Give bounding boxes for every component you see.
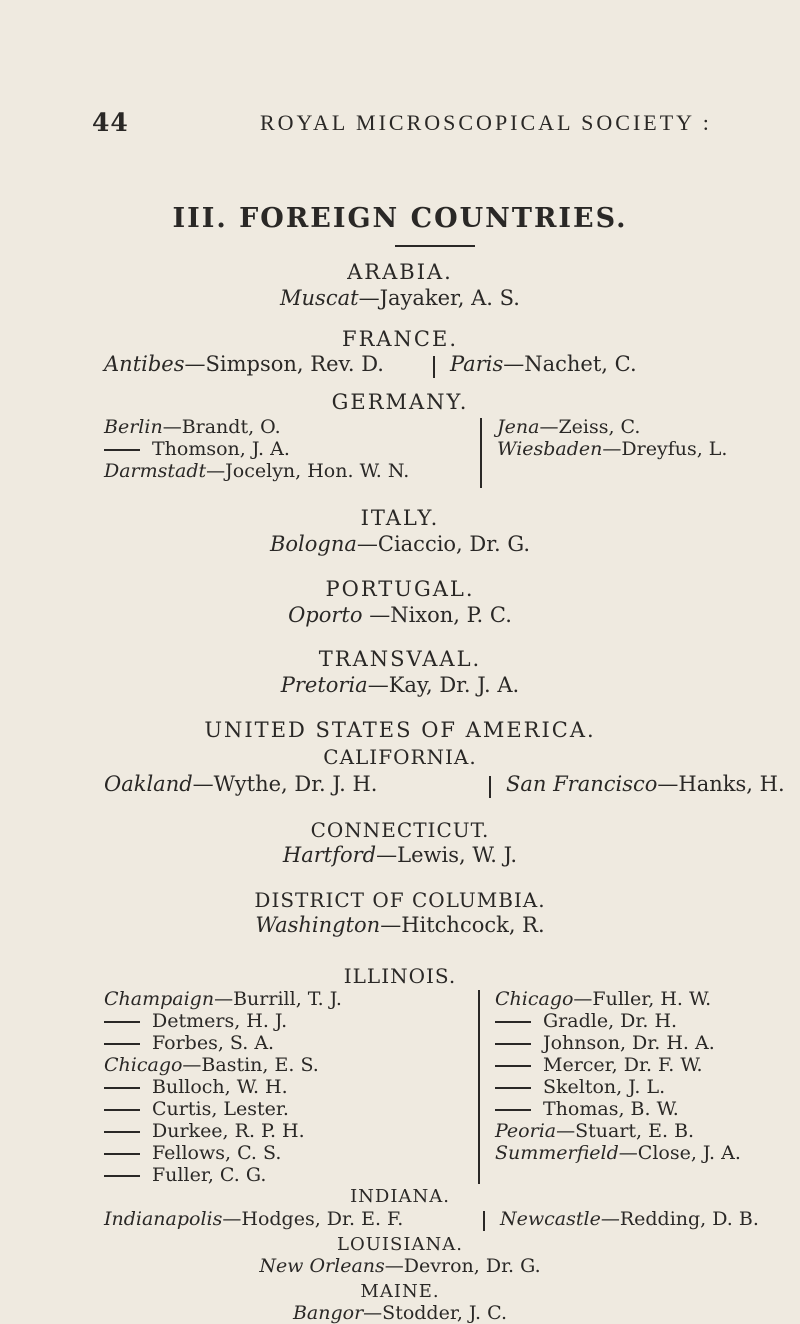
entry-san-francisco: San Francisco—Hanks, H. [506, 772, 785, 796]
ditto-dash [495, 1109, 531, 1111]
list-item: Curtis, Lester. [104, 1098, 342, 1120]
entry-bangor [0, 1302, 800, 1324]
ditto-dash [495, 1087, 531, 1089]
ditto-dash [104, 1087, 140, 1089]
ditto-dash [495, 1021, 531, 1023]
entry-darmstadt: Darmstadt—Jocelyn, Hon. W. N. [104, 460, 410, 482]
heading-connecticut: CONNECTICUT. [310, 818, 490, 842]
entry-hartford: Hartford—Lewis, W. J. [282, 843, 518, 867]
running-title: ROYAL MICROSCOPICAL SOCIETY : [260, 110, 712, 135]
column-divider [480, 418, 482, 488]
heading-italy: ITALY. [360, 506, 440, 530]
column-divider [483, 1211, 485, 1231]
place-name: Paris [450, 352, 504, 376]
title-rule [395, 245, 475, 247]
illinois-right-column [495, 988, 741, 1164]
column-divider [489, 776, 491, 798]
heading-louisiana: LOUISIANA. [337, 1234, 463, 1255]
entry-berlin-brandt: Berlin—Brandt, O. [104, 416, 281, 438]
list-item: Gradle, Dr. H. [495, 1010, 741, 1032]
member-name: —Devron, Dr. G. [384, 1255, 541, 1277]
heading-maine: MAINE. [360, 1281, 440, 1302]
heading-france: FRANCE. [342, 327, 458, 351]
heading-california: CALIFORNIA. [323, 745, 477, 769]
entry-jena: Jena—Zeiss, C. [497, 416, 641, 438]
entry-muscat [0, 286, 800, 310]
ditto-dash [104, 1153, 140, 1155]
ditto-dash [495, 1065, 531, 1067]
ditto-dash [104, 1131, 140, 1133]
list-item: Bulloch, W. H. [104, 1076, 342, 1098]
place-name: Indianapolis [104, 1208, 223, 1230]
member-name: —Jayaker, A. S. [358, 286, 520, 310]
heading-germany: GERMANY. [331, 390, 469, 414]
entry-oakland: Oakland—Wythe, Dr. J. H. [104, 772, 378, 796]
ditto-dash [495, 1043, 531, 1045]
ditto-dash [104, 1043, 140, 1045]
member-name: —Simpson, Rev. D. [184, 352, 384, 376]
list-item: Detmers, H. J. [104, 1010, 342, 1032]
entry-washington: Washington—Hitchcock, R. [255, 913, 545, 937]
list-item: Durkee, R. P. H. [104, 1120, 342, 1142]
heading-transvaal: TRANSVAAL. [318, 647, 482, 671]
heading-arabia: ARABIA. [347, 260, 453, 284]
entry-bologna: Bologna—Ciaccio, Dr. G. [269, 532, 531, 556]
entry-pretoria: Pretoria—Kay, Dr. J. A. [280, 673, 520, 697]
place-name: Bangor [292, 1302, 364, 1324]
list-item: Fellows, C. S. [104, 1142, 342, 1164]
heading-indiana: INDIANA. [350, 1186, 450, 1207]
list-item: Skelton, J. L. [495, 1076, 741, 1098]
entry-newcastle [500, 1208, 759, 1230]
entry-wiesbaden: Wiesbaden—Dreyfus, L. [497, 438, 728, 460]
place-name: New Orleans [259, 1255, 385, 1277]
entry-new-orleans [0, 1255, 800, 1277]
member-name: —Nachet, C. [503, 352, 637, 376]
illinois-left-column [104, 988, 342, 1186]
heading-illinois: ILLINOIS. [343, 964, 457, 988]
entry-oporto: Oporto —Nixon, P. C. [288, 603, 512, 627]
ditto-dash [104, 1021, 140, 1023]
germany-left-column [104, 416, 409, 482]
list-item: Mercer, Dr. F. W. [495, 1054, 741, 1076]
list-item: Champaign—Burrill, T. J. [104, 988, 342, 1010]
heading-usa: UNITED STATES OF AMERICA. [204, 718, 596, 742]
entry-antibes [104, 352, 384, 376]
member-name: —Hodges, Dr. E. F. [222, 1208, 404, 1230]
place-name: Newcastle [500, 1208, 601, 1230]
list-item: Summerfield—Close, J. A. [495, 1142, 741, 1164]
column-divider [433, 356, 435, 378]
place-name: Muscat [280, 286, 359, 310]
list-item: Forbes, S. A. [104, 1032, 342, 1054]
place-name: Antibes [104, 352, 185, 376]
list-item: Chicago—Fuller, H. W. [495, 988, 712, 1010]
list-item: Peoria—Stuart, E. B. [495, 1120, 695, 1142]
ditto-dash [104, 449, 140, 451]
entry-paris [450, 352, 637, 376]
germany-right-column [497, 416, 727, 460]
page-header [0, 108, 800, 148]
list-item: Fuller, C. G. [104, 1164, 342, 1186]
entry-indianapolis [104, 1208, 403, 1230]
column-divider [478, 990, 480, 1184]
heading-district-of-columbia: DISTRICT OF COLUMBIA. [254, 888, 546, 912]
member-name: —Stodder, J. C. [363, 1302, 508, 1324]
section-title: III. FOREIGN COUNTRIES. [172, 203, 628, 234]
heading-portugal: PORTUGAL. [325, 577, 475, 601]
page-number: 44 [92, 108, 129, 137]
member-name: —Redding, D. B. [600, 1208, 759, 1230]
list-item: Thomas, B. W. [495, 1098, 741, 1120]
list-item: Chicago—Bastin, E. S. [104, 1054, 319, 1076]
ditto-dash [104, 1109, 140, 1111]
list-item: Johnson, Dr. H. A. [495, 1032, 741, 1054]
ditto-dash [104, 1175, 140, 1177]
entry-thomson: Thomson, J. A. [104, 438, 409, 460]
